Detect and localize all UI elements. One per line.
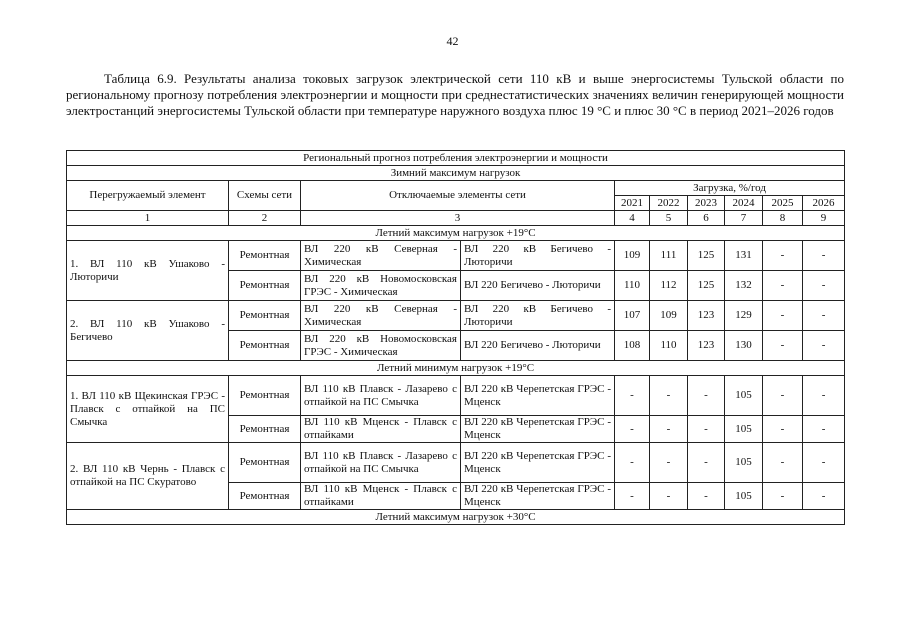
load-value: - [615, 483, 650, 510]
disconnected-element-2: ВЛ 220 Бегичево - Люторичи [461, 271, 615, 301]
network-scheme: Ремонтная [229, 301, 301, 331]
disconnected-element-1: ВЛ 220 кВ Северная - Химическая [301, 241, 461, 271]
disconnected-element-1: ВЛ 110 кВ Плавск - Лазарево с отпайкой на ПС Смычка [301, 376, 461, 416]
header-year: 2021 [615, 196, 650, 211]
network-scheme: Ремонтная [229, 483, 301, 510]
load-value: - [763, 443, 803, 483]
load-value: - [803, 331, 845, 361]
header-year: 2025 [763, 196, 803, 211]
table-row [67, 376, 845, 416]
load-value: - [763, 416, 803, 443]
load-value: 130 [725, 331, 763, 361]
load-value: 105 [725, 443, 763, 483]
section-title: Летний максимум нагрузок +19°С [67, 226, 845, 241]
disconnected-element-2: ВЛ 220 кВ Черепетская ГРЭС - Мценск [461, 483, 615, 510]
load-value: 109 [650, 301, 688, 331]
load-value: 123 [688, 301, 725, 331]
header-load: Загрузка, %/год [615, 181, 845, 196]
load-value: - [803, 271, 845, 301]
load-value: 125 [688, 271, 725, 301]
load-value: - [650, 376, 688, 416]
title-row [67, 151, 845, 166]
column-number: 6 [688, 211, 725, 226]
disconnected-element-1: ВЛ 220 кВ Новомосковская ГРЭС - Химическая [301, 271, 461, 301]
network-scheme: Ремонтная [229, 443, 301, 483]
load-value: - [763, 376, 803, 416]
load-value: 105 [725, 376, 763, 416]
load-value: 125 [688, 241, 725, 271]
load-value: 123 [688, 331, 725, 361]
load-value: - [688, 376, 725, 416]
column-number: 8 [763, 211, 803, 226]
overloaded-element: 1. ВЛ 110 кВ Щекинская ГРЭС - Плавск с отпайкой на ПС Смычка [67, 376, 229, 443]
table-row [67, 301, 845, 331]
load-value: 110 [650, 331, 688, 361]
header-year: 2026 [803, 196, 845, 211]
table-body [67, 151, 845, 525]
column-number: 4 [615, 211, 650, 226]
column-number: 1 [67, 211, 229, 226]
network-scheme: Ремонтная [229, 416, 301, 443]
load-value: - [650, 443, 688, 483]
load-value: - [803, 241, 845, 271]
column-number: 3 [301, 211, 615, 226]
overloaded-element: 1. ВЛ 110 кВ Ушаково - Люторичи [67, 241, 229, 301]
load-value: 110 [615, 271, 650, 301]
disconnected-element-1: ВЛ 220 кВ Северная - Химическая [301, 301, 461, 331]
disconnected-element-2: ВЛ 220 кВ Бегичево - Люторичи [461, 241, 615, 271]
load-value: - [803, 376, 845, 416]
header-element: Перегружаемый элемент [67, 181, 229, 211]
section-row [67, 226, 845, 241]
header-year: 2024 [725, 196, 763, 211]
load-value: 131 [725, 241, 763, 271]
column-number: 5 [650, 211, 688, 226]
load-value: - [803, 443, 845, 483]
section-title: Летний минимум нагрузок +19°С [67, 361, 845, 376]
load-value: - [688, 483, 725, 510]
load-value: 108 [615, 331, 650, 361]
load-value: 129 [725, 301, 763, 331]
load-value: - [688, 416, 725, 443]
page-number: 42 [446, 34, 459, 48]
load-value: 105 [725, 483, 763, 510]
column-number: 2 [229, 211, 301, 226]
table-subtitle: Зимний максимум нагрузок [67, 166, 845, 181]
header-year: 2023 [688, 196, 725, 211]
load-value: - [763, 241, 803, 271]
load-value: - [763, 331, 803, 361]
network-scheme: Ремонтная [229, 271, 301, 301]
header-row [67, 181, 845, 196]
results-table [66, 150, 845, 525]
section-row [67, 510, 845, 525]
section-title: Летний максимум нагрузок +30°С [67, 510, 845, 525]
load-value: - [615, 376, 650, 416]
disconnected-element-1: ВЛ 220 кВ Новомосковская ГРЭС - Химическая [301, 331, 461, 361]
network-scheme: Ремонтная [229, 376, 301, 416]
load-value: 111 [650, 241, 688, 271]
disconnected-element-1: ВЛ 110 кВ Плавск - Лазарево с отпайкой на ПС Смычка [301, 443, 461, 483]
disconnected-element-1: ВЛ 110 кВ Мценск - Плавск с отпайками [301, 416, 461, 443]
header-year: 2022 [650, 196, 688, 211]
disconnected-element-2: ВЛ 220 кВ Бегичево - Люторичи [461, 301, 615, 331]
load-value: - [803, 483, 845, 510]
disconnected-element-1: ВЛ 110 кВ Мценск - Плавск с отпайками [301, 483, 461, 510]
network-scheme: Ремонтная [229, 331, 301, 361]
disconnected-element-2: ВЛ 220 Бегичево - Люторичи [461, 331, 615, 361]
column-number: 9 [803, 211, 845, 226]
table-row [67, 241, 845, 271]
load-value: - [615, 416, 650, 443]
column-number-row [67, 211, 845, 226]
load-value: 105 [725, 416, 763, 443]
load-value: - [803, 301, 845, 331]
table-title: Региональный прогноз потребления электроэнергии и мощности [67, 151, 845, 166]
subtitle-row [67, 166, 845, 181]
network-scheme: Ремонтная [229, 241, 301, 271]
caption-text: Таблица 6.9. Результаты анализа токовых загрузок электрической сети 110 кВ и выше энергосистемы Тульской области по региональному прогнозу потребления электроэнергии и мощности при среднестатистических значениях величин генерирующей мощности электростанций энергосистемы Тульской области при температуре наружного воздуха плюс 19 °С и плюс 30 °С в период 2021–2026 годов [66, 71, 844, 118]
overloaded-element: 2. ВЛ 110 кВ Ушаково - Бегичево [67, 301, 229, 361]
disconnected-element-2: ВЛ 220 кВ Черепетская ГРЭС - Мценск [461, 416, 615, 443]
disconnected-element-2: ВЛ 220 кВ Черепетская ГРЭС - Мценск [461, 376, 615, 416]
load-value: - [803, 416, 845, 443]
load-value: - [688, 443, 725, 483]
load-value: - [763, 483, 803, 510]
load-value: 109 [615, 241, 650, 271]
overloaded-element: 2. ВЛ 110 кВ Чернь - Плавск с отпайкой на ПС Скуратово [67, 443, 229, 510]
load-value: - [650, 483, 688, 510]
load-value: - [763, 271, 803, 301]
header-scheme: Схемы сети [229, 181, 301, 211]
load-value: - [763, 301, 803, 331]
disconnected-element-2: ВЛ 220 кВ Черепетская ГРЭС - Мценск [461, 443, 615, 483]
header-disconnected: Отключаемые элементы сети [301, 181, 615, 211]
section-row [67, 361, 845, 376]
table-caption [66, 71, 844, 119]
load-value: - [615, 443, 650, 483]
load-value: 132 [725, 271, 763, 301]
column-number: 7 [725, 211, 763, 226]
load-value: 107 [615, 301, 650, 331]
load-value: 112 [650, 271, 688, 301]
load-value: - [650, 416, 688, 443]
table-row [67, 443, 845, 483]
